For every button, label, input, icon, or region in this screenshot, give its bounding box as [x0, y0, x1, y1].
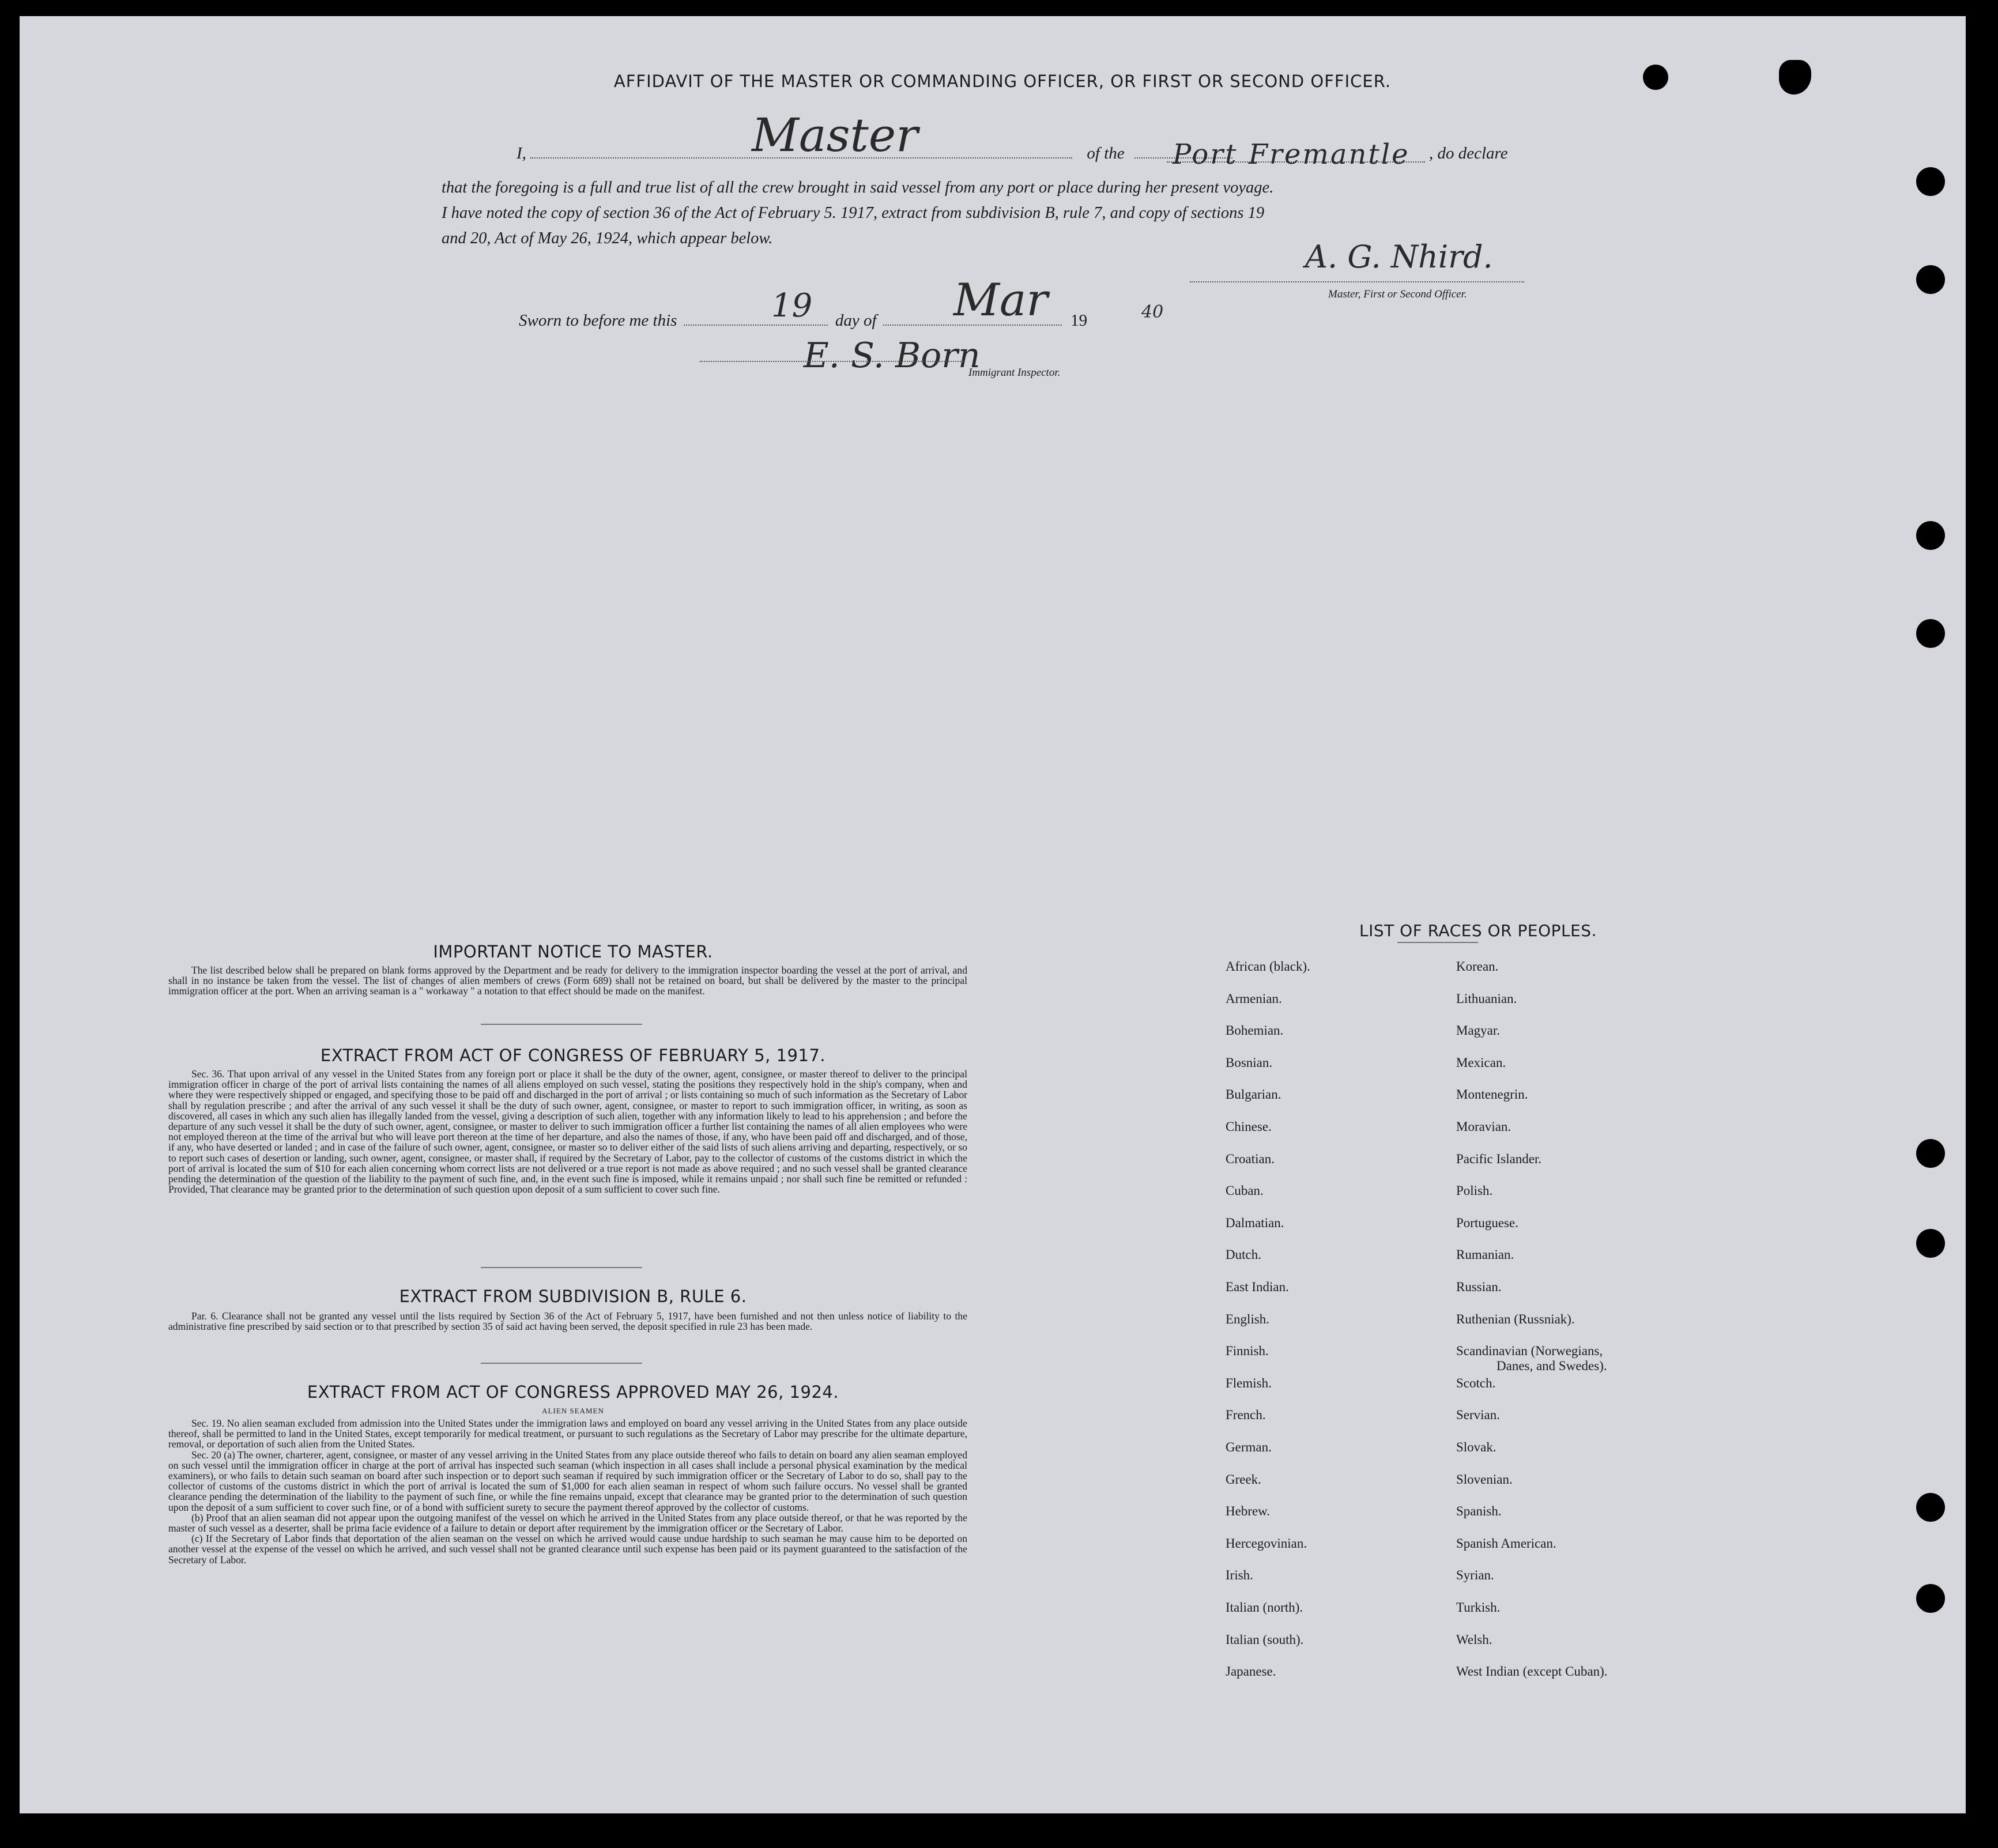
- race-item: Greek.: [1226, 1472, 1261, 1487]
- sec19-paragraph: Sec. 19. No alien seaman excluded from admission into the United States under the immigration laws and employed on board any vessel arriving in the United States from any place outside thereof, shall be permitted to land in the United States, except temporarily for medical treatment, or pursuant to such regulations as the Secretary of Labor may prescribe for the ultimate departure, removal, or deportation of such alien from the United States.: [168, 1417, 967, 1450]
- race-item: Lithuanian.: [1456, 991, 1517, 1006]
- race-item: African (black).: [1226, 959, 1310, 974]
- subdivision-b-title: EXTRACT FROM SUBDIVISION B, RULE 6.: [399, 1287, 747, 1306]
- races-title: LIST OF RACES OR PEOPLES.: [1359, 921, 1597, 940]
- punch-hole: [1916, 265, 1945, 294]
- punch-hole: [1916, 521, 1945, 550]
- subdivision-b-text: [168, 1311, 967, 1332]
- race-item: Bulgarian.: [1226, 1087, 1281, 1102]
- race-item: Irish.: [1226, 1568, 1253, 1582]
- race-item: Italian (south).: [1226, 1632, 1304, 1647]
- race-item-continuation: Danes, and Swedes).: [1496, 1359, 1607, 1373]
- of-the-label: of the: [1087, 144, 1125, 163]
- divider: [481, 1267, 642, 1268]
- race-item: Pacific Islander.: [1456, 1152, 1542, 1166]
- race-item: Rumanian.: [1456, 1247, 1514, 1262]
- race-item: Magyar.: [1456, 1023, 1501, 1038]
- race-item: Ruthenian (Russniak).: [1456, 1312, 1575, 1326]
- race-item: Scotch.: [1456, 1376, 1496, 1390]
- race-item: Syrian.: [1456, 1568, 1494, 1582]
- master-signature-line: [1190, 281, 1524, 282]
- notice-title: IMPORTANT NOTICE TO MASTER.: [433, 942, 713, 961]
- affidavit-title: AFFIDAVIT OF THE MASTER OR COMMANDING OFFICER, OR FIRST OR SECOND OFFICER.: [613, 71, 1392, 91]
- extract-1924-title: EXTRACT FROM ACT OF CONGRESS APPROVED MAY 26, 1924.: [307, 1382, 839, 1402]
- punch-hole: [1916, 619, 1945, 648]
- do-declare-label: , do declare: [1429, 144, 1508, 163]
- extract-1924-subtitle: ALIEN SEAMEN: [542, 1406, 604, 1415]
- race-item: Hebrew.: [1226, 1504, 1271, 1518]
- punch-hole: [1779, 60, 1811, 95]
- race-item: Japanese.: [1226, 1664, 1276, 1679]
- race-item: Moravian.: [1456, 1119, 1511, 1134]
- day-of-label: day of: [835, 311, 877, 330]
- race-item: Armenian.: [1226, 991, 1282, 1006]
- inspector-signature-line: [700, 361, 965, 362]
- races-title-underline: [1397, 942, 1478, 943]
- race-item: Dutch.: [1226, 1247, 1261, 1262]
- race-item: Croatian.: [1226, 1152, 1275, 1166]
- subdivision-b-paragraph: Par. 6. Clearance shall not be granted any vessel until the lists required by Section 36 of the Act of February 5, 1917, have been furnished and not then unless notice of liability to the administrative fine prescribed by said section or to that prescribed by section 35 of said act having been served, the deposit specified in rule 23 has been made.: [168, 1310, 967, 1333]
- race-item: Portuguese.: [1456, 1216, 1518, 1230]
- race-item: West Indian (except Cuban).: [1456, 1664, 1608, 1679]
- divider: [481, 1024, 642, 1025]
- race-item: Montenegrin.: [1456, 1087, 1528, 1102]
- race-item: Flemish.: [1226, 1376, 1272, 1390]
- race-item: Spanish American.: [1456, 1536, 1556, 1551]
- race-item: East Indian.: [1226, 1280, 1289, 1294]
- race-item: Slovak.: [1456, 1440, 1496, 1454]
- sec20c-paragraph: (c) If the Secretary of Labor finds that deportation of the alien seaman on the vessel on which he arrived would cause undue hardship to such seaman he may cause him to be deported on another vessel at the expense of the vessel on which he arrived, and such vessel shall not be granted clearance until such expense has been paid or its payment guaranteed to the satisfaction of the Secretary of Labor.: [168, 1533, 967, 1566]
- race-item: Chinese.: [1226, 1119, 1272, 1134]
- race-item: Russian.: [1456, 1280, 1502, 1294]
- document-page: [20, 16, 1966, 1813]
- year-handwriting: 40: [1141, 302, 1164, 322]
- divider: [481, 1363, 642, 1364]
- race-item: Cuban.: [1226, 1183, 1264, 1198]
- race-item: Dalmatian.: [1226, 1216, 1284, 1230]
- inspector-signature: E. S. Born: [804, 335, 981, 376]
- race-item: Servian.: [1456, 1408, 1501, 1422]
- extract-1917-title: EXTRACT FROM ACT OF CONGRESS OF FEBRUARY 5, 1917.: [320, 1046, 826, 1065]
- notice-paragraph: The list described below shall be prepared on blank forms approved by the Department and be ready for delivery to the immigration inspector boarding the vessel at the port of arrival, and shall in no instance be taken from the vessel. The list of changes of alien members of crews (Form 689) shall not be retained on board, but shall be delivered by the master to the principal immigration officer at the port. When an arriving seaman is a " workaway " a notation to that effect should be made on the manifest.: [168, 964, 967, 997]
- punch-hole: [1916, 1584, 1945, 1613]
- notice-text: [168, 965, 967, 997]
- vessel-handwriting: Port Fremantle: [1173, 138, 1410, 171]
- race-item: Spanish.: [1456, 1504, 1502, 1518]
- sec20b-paragraph: (b) Proof that an alien seaman did not appear upon the outgoing manifest of the vessel on which he arrived in the United States from any place outside thereof, or that he was reported by the master of such vessel as a deserter, shall be prima facie evidence of a failure to detain or deport after requirement by the immigration officer or the Secretary of Labor.: [168, 1511, 967, 1534]
- race-item: Hercegovinian.: [1226, 1536, 1307, 1551]
- race-item: Mexican.: [1456, 1055, 1506, 1070]
- punch-hole: [1916, 1493, 1945, 1522]
- rank-handwriting: Master: [752, 108, 918, 162]
- race-item: German.: [1226, 1440, 1272, 1454]
- affidavit-line-3: I have noted the copy of section 36 of the Act of February 5. 1917, extract from subdivision B, rule 7, and copy of sections 19: [442, 204, 1265, 222]
- race-item: Bohemian.: [1226, 1023, 1284, 1038]
- affidavit-line-2: that the foregoing is a full and true list of all the crew brought in said vessel from any port or place during her present voyage.: [442, 179, 1274, 197]
- punch-hole: [1916, 167, 1945, 196]
- punch-hole: [1916, 1139, 1945, 1168]
- inspector-caption: Immigrant Inspector.: [968, 367, 1061, 379]
- extract-1917-paragraph: Sec. 36. That upon arrival of any vessel in the United States from any foreign port or place it shall be the duty of the owner, agent, consignee, or master thereof to deliver to the principal immigration officer in charge of the port of arrival lists containing the names of all aliens employed on such vessel, stating the positions they respectively hold in the ship's company, when and where they were respectively shipped or engaged, and specifying those to be paid off and discharged in the port of arrival ; or lists containing so much of such information as the Secretary of Labor shall by regulation prescribe ; and after the arrival of any such vessel it shall be the duty of such owner, agent, consignee, or master to report to such immigration officer, in writing, as soon as discovered, all cases in which any such alien has illegally landed from the vessel, giving a description of such alien, together with any information likely to lead to his apprehension ; and before the departure of any such vessel it shall be the duty of such owner, agent, consignee, or master to deliver to such immigration officer a further list containing the names of all alien employees who were not employed thereon at the time of the arrival but who will leave port thereon at the time of her departure, and also the names of those, if any, who have been paid off and discharged, and of those, if any, who have deserted or landed ; and in case of the failure of such owner, agent, consignee, or master so to deliver either of the said lists of such aliens arriving and departing, respectively, or so to report such cases of desertion or landing, such owner, agent, consignee, or master shall, if required by the Secretary of Labor, pay to the collector of customs of the customs district in which the port of arrival is located the sum of $10 for each alien concerning whom correct lists are not delivered or a true report is not made as above required ; and no such vessel shall be granted clearance pending the determination of the question of the liability to the payment of such fine, and, in the event such fine is imposed, while it remains unpaid ; nor shall such fine be remitted or refunded : Provided, That clearance may be granted prior to the determination of such question upon deposit of a sum sufficient to cover such fine.: [168, 1068, 967, 1195]
- race-item: Italian (north).: [1226, 1600, 1303, 1615]
- punch-hole: [1643, 65, 1668, 90]
- i-label: I,: [517, 144, 526, 163]
- sec20a-paragraph: Sec. 20 (a) The owner, charterer, agent, consignee, or master of any vessel arriving in the United States from any place outside thereof who fails to detain on board any alien seaman employed on such vessel until the immigration officer in charge at the port of arrival has inspected such seaman (which inspection in all cases shall include a personal physical examination by the medical examiners), or who fails to detain such seaman on board after such inspection or to deport such seaman if required by such immigration officer or the Secretary of Labor to do so, shall pay to the collector of customs of the customs district in which the port of arrival is located the sum of $1,000 for each alien seaman in respect of whom such failure occurs. No vessel shall be granted clearance pending the determination of the liability to the payment of such fine, or while the fine remains unpaid, except that clearance may be granted prior to the determination of such question upon the deposit of a sum sufficient to cover such fine, or of a bond with sufficient surety to secure the payment thereof approved by the collector of customs.: [168, 1449, 967, 1513]
- race-item: Welsh.: [1456, 1632, 1492, 1647]
- day-handwriting: 19: [771, 287, 813, 325]
- punch-hole: [1916, 1229, 1945, 1258]
- race-item: Turkish.: [1456, 1600, 1501, 1615]
- master-caption: Master, First or Second Officer.: [1328, 288, 1467, 300]
- extract-1917-text: [168, 1069, 967, 1194]
- year-printed: 19: [1070, 311, 1088, 330]
- race-item: Bosnian.: [1226, 1055, 1273, 1070]
- race-item: Korean.: [1456, 959, 1499, 974]
- race-item: French.: [1226, 1408, 1266, 1422]
- month-handwriting: Mar: [953, 274, 1048, 326]
- race-item: Slovenian.: [1456, 1472, 1513, 1487]
- extract-1924-text: [168, 1418, 967, 1565]
- sworn-label: Sworn to before me this: [519, 311, 677, 330]
- master-signature: A. G. Nhird.: [1305, 239, 1493, 275]
- race-item: English.: [1226, 1312, 1270, 1326]
- race-item: Finnish.: [1226, 1344, 1269, 1358]
- race-item: Polish.: [1456, 1183, 1493, 1198]
- race-item: Scandinavian (Norwegians,: [1456, 1344, 1603, 1358]
- affidavit-line-4: and 20, Act of May 26, 1924, which appear below.: [442, 229, 773, 247]
